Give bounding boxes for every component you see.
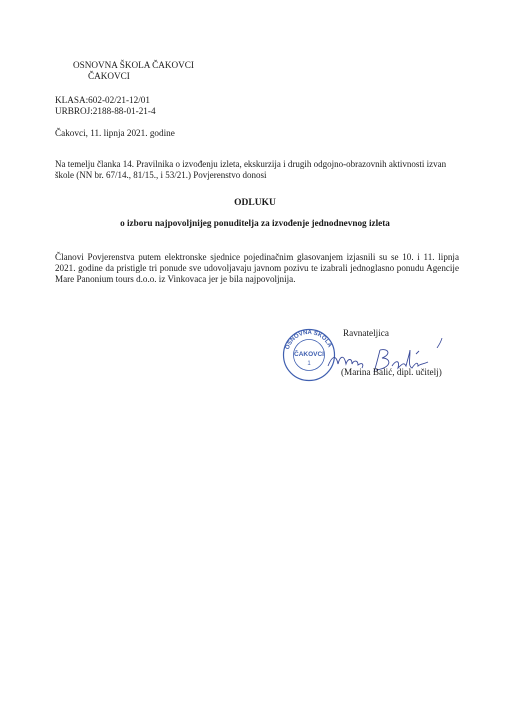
intro-paragraph: Na temelju članka 14. Pravilnika o izvođenju izleta, ekskurzija i drugih odgojno-obrazovnih aktivnosti izvan škole (NN br. 67/14., 81/15., i 53/21.) Povjerenstvo donosi bbox=[55, 159, 447, 180]
decision-title: ODLUKU bbox=[234, 198, 276, 208]
decision-subtitle: o izboru najpovoljnijeg ponuditelja za izvođenje jednodnevnog izleta bbox=[120, 218, 390, 228]
signatory-role: Ravnateljica bbox=[343, 328, 389, 338]
school-name: OSNOVNA ŠKOLA ČAKOVCI bbox=[73, 60, 194, 70]
school-city: ČAKOVCI bbox=[88, 71, 130, 81]
stamp-number: 1 bbox=[307, 361, 311, 367]
date-line: Čakovci, 11. lipnja 2021. godine bbox=[55, 128, 175, 138]
signatory-name: (Marina Balić, dipl. učitelj) bbox=[341, 367, 442, 377]
decision-body: Članovi Povjerenstva putem elektronske sjednice pojedinačnim glasovanjem izjasnili su se 10. i 11. lipnja 2021. godine da pristigle tri ponude sve udovoljavaju javnom pozivu te izabrali jednoglasno ponudu Agencije Mare Panonium tours d.o.o. iz Vinkovaca jer je bila najpovoljnija. bbox=[55, 252, 459, 285]
stamp-ring-text: OSNOVNA ŠKOLA bbox=[284, 329, 333, 351]
signature-tick-mark bbox=[436, 338, 444, 348]
stamp-center-text: ČAKOVCI bbox=[294, 351, 324, 358]
klasa-reference: KLASA:602-02/21-12/01 bbox=[55, 95, 150, 105]
urbroj-reference: URBROJ:2188-88-01-21-4 bbox=[55, 106, 156, 116]
